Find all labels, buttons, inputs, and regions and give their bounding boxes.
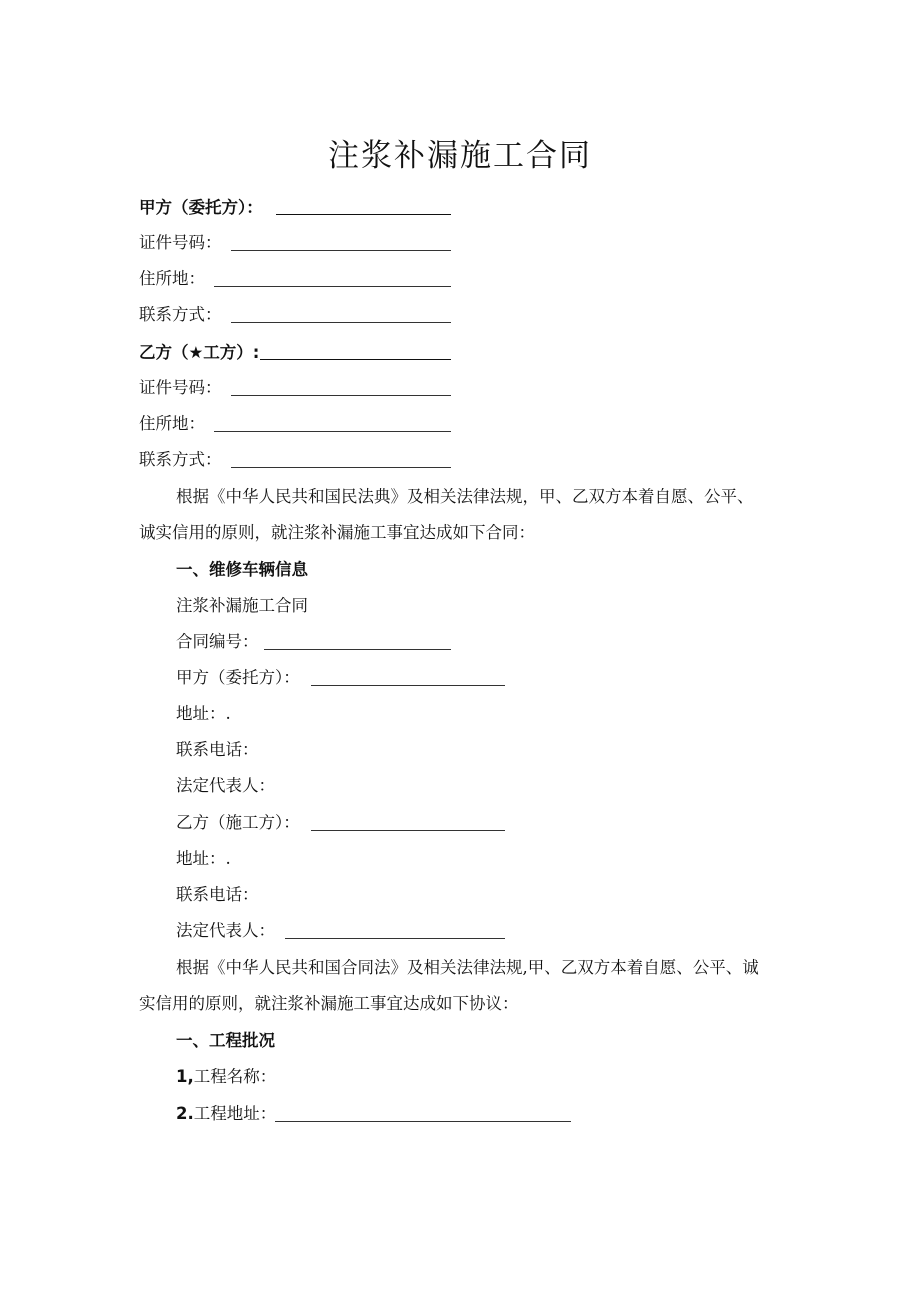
party-a-heading: 甲方（委托方）： xyxy=(139,198,263,217)
party-b-heading: 乙方（★工方）: xyxy=(139,343,260,362)
item2 xyxy=(176,1101,276,1127)
contract-no-label: 合同编号： xyxy=(176,632,259,651)
document-title: 注浆补漏施工合同 xyxy=(328,138,592,174)
party-b-contact-blank[interactable] xyxy=(231,467,451,468)
sub-title: 注浆补漏施工合同 xyxy=(176,596,308,615)
sub-party-b-heading: 乙方（施工方）： xyxy=(176,813,300,832)
item1-number: 1, xyxy=(176,1067,194,1086)
party-a-id-label: 证件号码： xyxy=(139,233,222,252)
party-a-contact-blank[interactable] xyxy=(231,322,451,323)
party-b-address-blank[interactable] xyxy=(214,431,451,432)
party-a-id-blank[interactable] xyxy=(231,250,451,251)
party-b-name-blank[interactable] xyxy=(260,359,451,360)
item2-number: 2. xyxy=(176,1104,194,1123)
sub-party-b-phone: 联系电话： xyxy=(176,885,259,904)
sub-party-a-heading: 甲方（委托方）： xyxy=(176,668,300,687)
party-b-contact-label: 联系方式： xyxy=(139,450,222,469)
party-a-name-blank[interactable] xyxy=(276,214,451,215)
party-b-id-blank[interactable] xyxy=(231,395,451,396)
contract-no-blank[interactable] xyxy=(264,649,451,650)
section1-heading: 一、维修车辆信息 xyxy=(176,560,308,579)
intro-line-2: 诚实信用的原则，就注浆补漏施工事宜达成如下合同： xyxy=(139,523,535,542)
sub-party-b-blank[interactable] xyxy=(311,830,505,831)
item2-blank[interactable] xyxy=(275,1121,571,1122)
section2-heading: 一、工程批况 xyxy=(176,1031,275,1050)
party-b-address-label: 住所地： xyxy=(139,414,205,433)
sub-party-b-rep-blank[interactable] xyxy=(285,938,505,939)
sub-party-a-phone: 联系电话： xyxy=(176,740,259,759)
intro-line-1: 根据《中华人民共和国民法典》及相关法律法规，甲、乙双方本着自愿、公平、 xyxy=(176,487,754,506)
sub-party-b-address: 地址：. xyxy=(176,849,231,868)
sub-party-a-address: 地址：. xyxy=(176,704,231,723)
party-b-id-label: 证件号码： xyxy=(139,378,222,397)
party-a-address-blank[interactable] xyxy=(214,286,451,287)
intro2-line-1: 根据《中华人民共和国合同法》及相关法律法规,甲、乙双方本着自愿、公平、诚 xyxy=(176,958,759,977)
item2-label: 工程地址： xyxy=(193,1104,277,1123)
party-a-address-label: 住所地： xyxy=(139,269,205,288)
sub-party-a-rep: 法定代表人： xyxy=(176,776,275,795)
intro2-line-2: 实信用的原则，就注浆补漏施工事宜达成如下协议： xyxy=(139,994,519,1013)
party-a-contact-label: 联系方式： xyxy=(139,305,222,324)
sub-party-a-blank[interactable] xyxy=(311,685,505,686)
sub-party-b-rep: 法定代表人： xyxy=(176,921,275,940)
item1 xyxy=(176,1064,276,1090)
item1-label: 工程名称： xyxy=(193,1067,277,1086)
